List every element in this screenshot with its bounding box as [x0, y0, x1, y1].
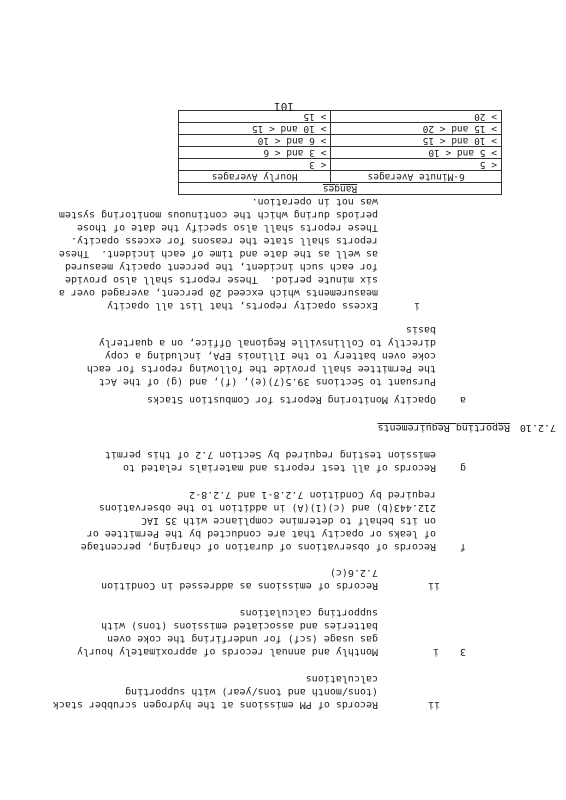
- item-number: ii: [427, 699, 440, 710]
- item-letter: f: [459, 541, 466, 552]
- table-cell: > 10 and < 15: [179, 123, 331, 135]
- text-line: Records of all test reports and materials related to: [122, 462, 436, 473]
- column-header: 6-Minute Averages: [331, 171, 502, 183]
- text-line: batteries and associated emissions (tons) with: [101, 620, 378, 631]
- text-line: calculations: [305, 673, 378, 684]
- text-line: measurements which exceed 20 percent, averaged over a: [58, 287, 378, 298]
- table-row: [179, 111, 502, 123]
- table-cell: > 6 and < 10: [179, 135, 331, 147]
- item-letter: g: [459, 462, 466, 473]
- text-line: for each such incident, the percent opacity measured: [64, 261, 378, 272]
- text-line: reports shall state the reasons for excess opacity.: [70, 235, 378, 246]
- table-cell: < 3: [179, 159, 331, 171]
- item-number: 3: [459, 646, 466, 657]
- item-letter: a: [459, 394, 466, 405]
- text-line: was not in operation.: [251, 196, 378, 207]
- text-line: (tons/month and tons/year) with supporting: [125, 686, 378, 697]
- table-cell: > 15 and < 20: [331, 123, 502, 135]
- section-number: 7.2.10: [519, 422, 556, 433]
- text-line: of leaks or opacity that are conducted by the Permittee or: [86, 528, 436, 539]
- text-line: periods during which the continuous monitoring system: [58, 209, 378, 220]
- text-line: as well as the date and time of each incident. These: [58, 248, 378, 259]
- page-number: 101: [274, 100, 294, 113]
- table-row: [179, 123, 502, 135]
- text-line: supporting calculations: [239, 607, 378, 618]
- text-line: the Permittee shall provide the following reports for each: [86, 363, 436, 374]
- text-line: These reports shall also specify the date of those: [76, 222, 378, 233]
- text-line: required by Condition 7.2.8-1 and 7.2.8-2: [189, 489, 436, 500]
- table-cell: > 20: [331, 111, 502, 123]
- ranges-table: [178, 110, 502, 195]
- table-cell: > 15: [179, 111, 331, 123]
- text-line: Monthly and annual records of approximately hourly: [76, 646, 378, 657]
- table-cell: < 5: [331, 159, 502, 171]
- column-header: Hourly Averages: [179, 171, 331, 183]
- table-row: [179, 147, 502, 159]
- text-line: Records of PM emissions at the hydrogen scrubber stack: [52, 699, 378, 710]
- table-cell: > 10 and < 15: [331, 135, 502, 147]
- item-number: i: [432, 646, 439, 657]
- table-cell: > 5 and < 10: [331, 147, 502, 159]
- text-line: basis: [405, 324, 436, 335]
- text-line: directly to Collinsville Regional Office, on a quarterly: [98, 337, 436, 348]
- text-line: coke oven battery to the Illinois EPA, including a copy: [104, 350, 436, 361]
- text-line: Records of emissions as addressed in Condition: [101, 580, 378, 591]
- text-line: 7.2.6(c): [329, 567, 378, 578]
- table-row: [179, 159, 502, 171]
- text-line: Pursuant to Sections 39.5(7)(e), (f), and (g) of the Act: [98, 376, 436, 387]
- table-row: [179, 135, 502, 147]
- table-header: Ranges: [179, 183, 502, 195]
- text-line: Records of observations of duration of charging, percentage: [80, 541, 436, 552]
- text-line: 212.443(b) and (c)(1)(A) in addition to the observations: [98, 502, 436, 513]
- text-line: on its behalf to determine compliance with 35 IAC: [140, 515, 436, 526]
- text-line: six minute period. These reports shall also provide: [64, 274, 378, 285]
- table-cell: > 3 and < 6: [179, 147, 331, 159]
- item-number: ii: [427, 580, 440, 591]
- section-title: Reporting Requirements: [377, 422, 510, 433]
- item-title: Opacity Monitoring Reports for Combustion Stacks: [147, 394, 436, 405]
- text-line: emission testing required by Section 7.2 of this permit: [104, 449, 436, 460]
- text-line: gas usage (scf) for underfiring the coke oven: [107, 633, 378, 644]
- item-number: i: [413, 300, 420, 311]
- text-line: Excess opacity reports, that list all opacity: [107, 300, 378, 311]
